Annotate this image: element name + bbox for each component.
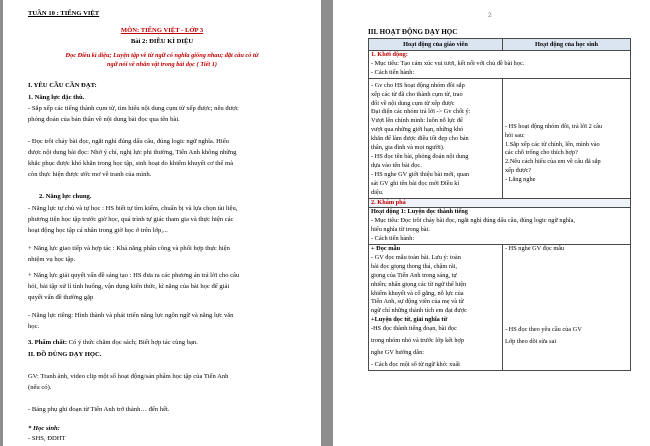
cell-line: - Gv cho HS hoạt động nhóm đôi sắp [371, 81, 465, 89]
student-line: - SHS, ĐDHT [28, 435, 66, 442]
paragraph-line: - Năng lực tự chủ và tự học : HS biết tự tìm kiếm, chuẩn bị và lựa chọn tài liệu, [28, 205, 238, 212]
cell-line: xếp các từ đã cho thành cụm từ, trao [371, 90, 463, 98]
paragraph-line: quyết vấn đề thường gặp [28, 294, 94, 301]
cell-line: khiếm khuyết và cố gắng, nỗ lực của [371, 289, 464, 297]
qualities-label: 3. Phẩm chất: [28, 339, 68, 346]
explore-title-cell [369, 198, 631, 208]
student-heading: * Học sinh: [28, 425, 60, 432]
cell-line: nghe GV hướng dẫn: [371, 349, 424, 356]
explore-title: 2. Khám phá [371, 198, 406, 206]
cell-line: sát GV ghi tên bài đọc mới Điều kì [371, 179, 460, 187]
cell-line: - HS đọc theo yêu cầu của GV [505, 325, 582, 333]
activities-heading: III. HOẠT ĐỘNG DẠY HỌC [368, 28, 458, 36]
activity-1-intro-cell [369, 208, 631, 245]
cell-line: xếp được? [505, 167, 532, 175]
page-number: 2 [488, 12, 492, 19]
table-row [369, 198, 631, 208]
warmup-student-cell [503, 78, 631, 198]
cell-line: - HS nghe GV đọc mẫu [505, 245, 565, 253]
paragraph-line: hỏi, bài tập xử lí tình huống, vận dụng kiến thức, kĩ năng của bài học để giải [28, 283, 230, 290]
table-row [369, 78, 631, 198]
cell-line: - GV đọc mẫu toàn bài. Lưu ý: toàn [371, 253, 461, 261]
cell-line: hỏi sau: [505, 131, 525, 139]
cell-line: Vượt lên chính mình: luôn nỗ lực để [371, 117, 463, 125]
cell-line: hiểu nghĩa từ trong bài. [371, 226, 430, 234]
activities-table [368, 38, 631, 371]
paragraph-line: - Bảng phụ ghi đoạn từ Tiến Anh trở thành… đến hết. [28, 406, 170, 413]
section-2-heading: II. ĐỒ DÙNG DẠY HỌC. [28, 351, 102, 358]
cell-line: trong nhóm nhỏ và trước lớp kết hợp [371, 337, 464, 345]
cell-line: dựa vào tên bài đọc. [371, 161, 422, 169]
lesson-title: Bài 2: ĐIỀU KÌ DIỆU [130, 38, 194, 45]
right-page [333, 0, 650, 446]
cell-line: - HS hoạt động nhóm đôi, trả lời 2 câu [505, 122, 603, 130]
week-heading: TUẦN 10 : TIẾNG VIỆT [28, 10, 100, 17]
objective-line-2: ngữ nói về nhân vật trong bài đọc ( Tiết 1) [107, 61, 217, 68]
paragraph-line: + Năng lực giao tiếp và hợp tác : Khả năng phân công và phối hợp thực hiện [28, 245, 230, 252]
cell-line: thân, gia đình và mọi người). [371, 144, 445, 152]
cell-line: -HS đọc thành tiếng đoạn, bài đọc [371, 325, 457, 333]
paragraph-line: (nếu có). [28, 384, 52, 391]
paragraph-line: - Sắp xếp các tiếng thành cụm từ, tìm hiểu nội dung cụm từ xếp được; nêu được [28, 105, 239, 112]
cell-line: - Cách đọc một số từ ngữ khó: xuất [371, 360, 461, 368]
cell-line: vượt qua những giới hạn, những khó [371, 126, 464, 134]
objective-line-1: Đọc Điều kì diệu; Luyện tập về từ ngữ có nghĩa giống nhau; đặt câu có từ [65, 52, 259, 59]
cell-line: diệu. [371, 188, 384, 196]
cell-line: các chỗ trống cho thích hợp? [505, 149, 578, 157]
warmup-intro-cell [369, 51, 631, 79]
cell-line: giọng của Tiến Anh trong sáng, tự [371, 271, 457, 279]
cell-line: đổi về nội dung cụm từ xếp được [371, 99, 455, 107]
cell-line: Tiến Anh, sự động viên của mẹ và từ [371, 298, 464, 306]
cell-line: - Lắng nghe [505, 176, 536, 184]
paragraph-line: - Đọc trôi chảy bài đọc, ngắt nghỉ đúng dấu câu, đúng logic ngữ nghĩa. Hiểu [28, 138, 229, 145]
table-row [369, 208, 631, 245]
paragraph-line: GV: Tranh ảnh, video clip một số hoạt động/sản phẩm học tập của Tiến Anh [28, 373, 229, 380]
cell-line: - Mục tiêu: Đọc trôi chảy bài đọc, ngắt nghỉ đúng dấu câu, đúng logic ngữ nghĩa, [371, 217, 575, 225]
table-header-row [369, 39, 631, 51]
subject-heading: MÔN: TIẾNG VIỆT - LỚP 3 [120, 27, 204, 34]
cell-line: - HS nghe GV giới thiệu bài mới, quan [371, 170, 470, 178]
paragraph-line: nhiệm vụ học tập. [28, 256, 76, 263]
paragraph-line: - Năng lực riêng: Hình thành và phát triển năng lực ngôn ngữ và năng lực văn [28, 312, 234, 319]
reading-teacher-cell [369, 245, 503, 371]
warmup-teacher-cell [369, 78, 503, 198]
section-1-1-heading: 1. Năng lực đặc thù. [28, 94, 85, 101]
student-column-header: Hoạt động của học sinh [503, 39, 631, 51]
cell-line: khăn để làm được điều tốt đẹp cho bản [371, 135, 469, 143]
cell-line: - Mục tiêu: Tạo cảm xúc vui tươi, kết nối với chủ đề bài học. [371, 59, 525, 67]
warmup-title: 1. Khởi động: [371, 51, 408, 58]
model-reading-title: + Đọc mẫu [371, 245, 401, 253]
cell-line: 2.Nêu cách hiểu của em về câu đã sắp [505, 158, 601, 166]
paragraph-line: hoạt động học tập cá nhân trong giờ học ở trên lớp,... [28, 227, 168, 234]
paragraph-line: khắc phục được khó khăn trong học tập, sinh hoạt do khiếm khuyết cơ thể mà [28, 160, 234, 167]
cell-line: - Cách tiến hành: [371, 68, 415, 76]
cell-line: ngữ chỉ những thành tích em đạt được [371, 307, 467, 315]
cell-line: - HS đọc tên bài, phỏng đoán nội dung [371, 152, 469, 160]
cell-line: Lớp theo dõi sửa sai [505, 337, 557, 345]
cell-line: nhiên; nhấn giọng các từ ngữ thể hiện [371, 280, 467, 288]
section-1-2-heading: 2. Năng lực chung. [39, 193, 92, 200]
paragraph-line: + Năng lực giải quyết vấn đề sáng tạo : HS đưa ra các phương án trả lời cho câu [28, 272, 240, 279]
teacher-column-header: Hoạt động của giáo viên [369, 39, 503, 51]
qualities-line [28, 338, 198, 348]
paragraph-line: được nội dung bài đọc: Nhờ ý chí, nghị lực phi thường, Tiến Anh không những [28, 149, 237, 156]
qualities-text: Có ý thức chăm đọc sách; Biết hợp tác cùng bạn. [67, 339, 198, 346]
cell-line: 1.Sắp xếp các từ chính, lên, mình vào [505, 140, 600, 148]
paragraph-line: phương tiện học tập trước giờ học, quá trình tự giác tham gia và thực hiện các [28, 216, 234, 223]
cell-line: bài đọc giọng thong thả, chậm rãi, [371, 262, 458, 270]
word-practice-title: +Luyện đọc từ, giải nghĩa từ [371, 316, 448, 324]
left-page [3, 0, 321, 446]
activity-1-title: Hoạt động 1: Luyện đọc thành tiếng [371, 208, 468, 216]
paragraph-line: phỏng đoán của bản thân về nội dung bài đọc qua tên bài. [28, 116, 180, 123]
table-row [369, 245, 631, 371]
cell-line: - Cách tiến hành: [371, 235, 415, 243]
paragraph-line: còn thực hiện được ước mơ về tranh của mình. [28, 171, 152, 178]
section-1-heading: I. YÊU CẦU CẦN ĐẠT: [28, 82, 97, 89]
reading-student-cell [503, 245, 631, 371]
cell-line: Đại diện các nhóm trả lời -> Gv chốt ý: [371, 108, 471, 116]
table-row [369, 51, 631, 79]
paragraph-line: học. [28, 323, 40, 330]
